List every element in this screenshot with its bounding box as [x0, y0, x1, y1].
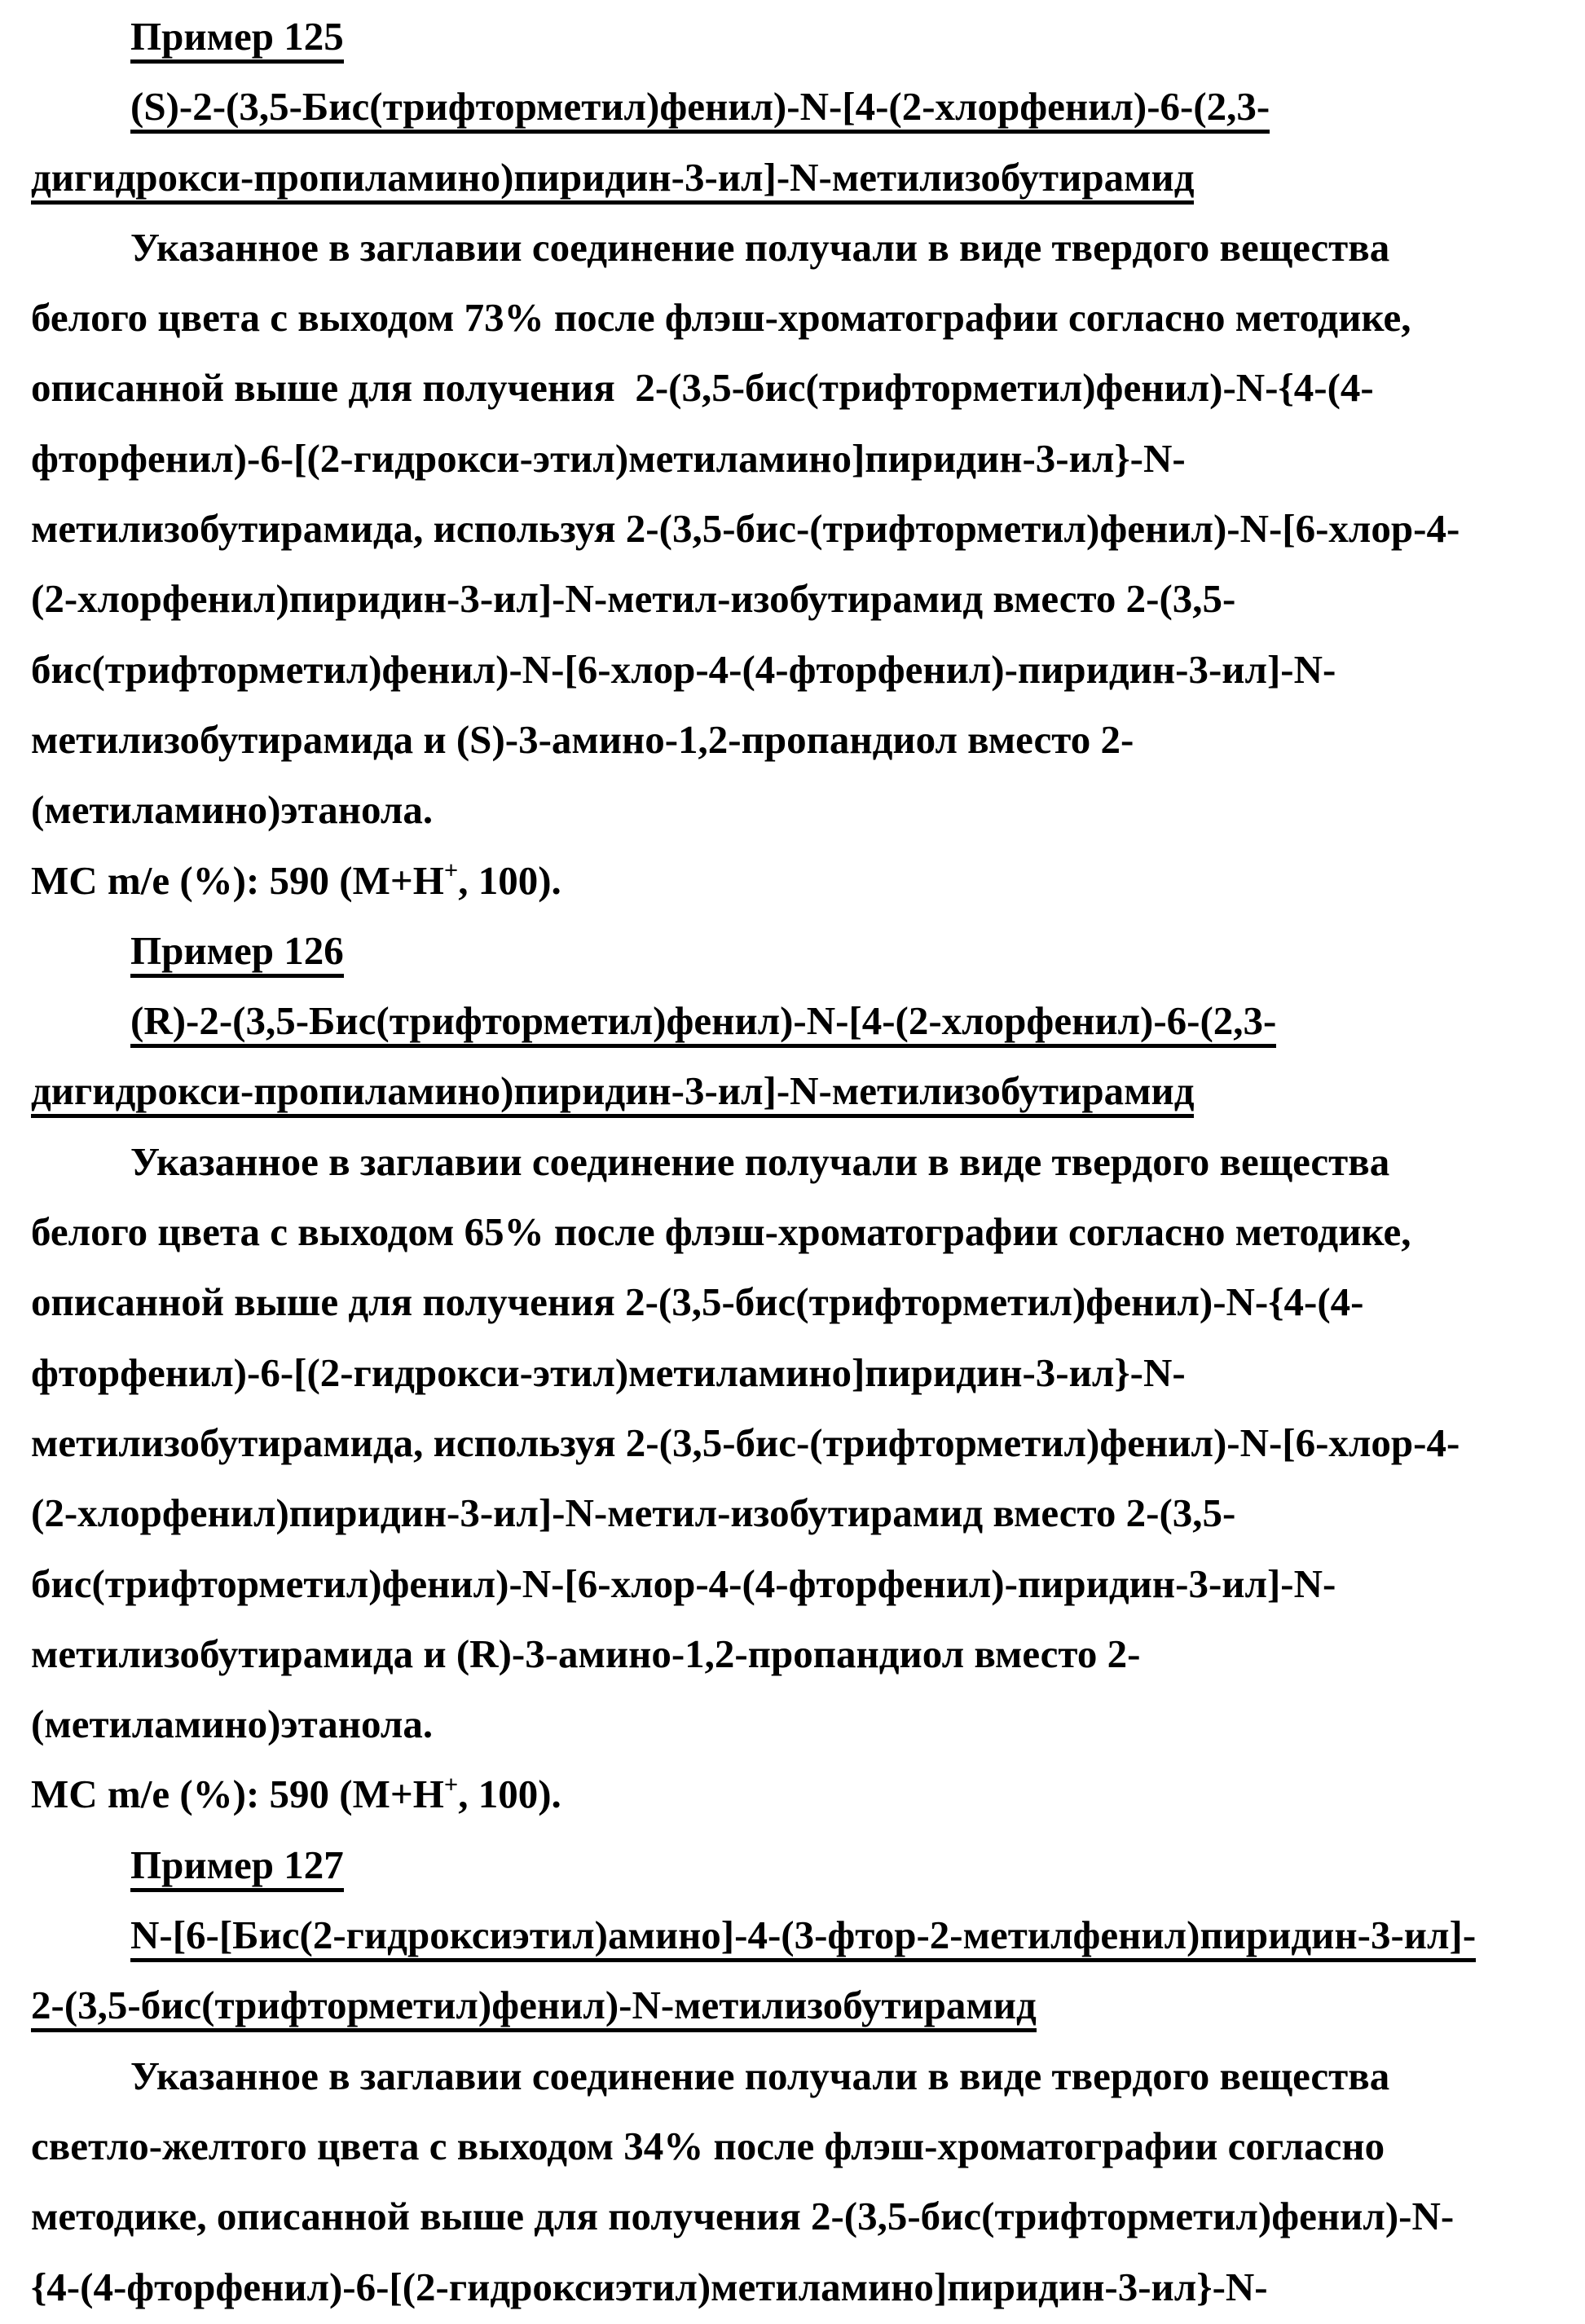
text-segment: (метиламино)этанола.: [31, 787, 434, 833]
text-segment: Указанное в заглавии соединение получали в виде твердого вещества: [130, 1138, 1390, 1184]
line-span: [31, 647, 1336, 692]
underline-span: [130, 84, 1270, 134]
text-segment: , 100).: [458, 1772, 561, 1817]
superscript-plus: +: [443, 856, 459, 885]
line-span: [31, 436, 1186, 481]
underline-span: [31, 1068, 1194, 1118]
underline-span: [130, 1842, 344, 1892]
text-segment: N-[6-[Бис(2-гидроксиэтил)амино]-4-(3-фтор-2-метилфенил)пиридин-3-ил]-: [130, 1912, 1477, 1958]
text-line: [31, 1619, 1561, 1689]
text-line: [31, 1549, 1561, 1619]
text-segment: (R)-2-(3,5-Бис(трифторметил)фенил)-N-[4-(2-хлорфенил)-6-(2,3-: [130, 998, 1277, 1044]
text-segment: Указанное в заглавии соединение получали в виде твердого вещества: [130, 224, 1390, 270]
text-line: [31, 494, 1561, 564]
text-segment: бис(трифторметил)фенил)-N-[6-хлор-4-(4-фторфенил)-пиридин-3-ил]-N-: [31, 1560, 1336, 1606]
line-span: [31, 1490, 1235, 1535]
text-segment: метилизобутирамида, используя 2-(3,5-бис-(трифторметил)фенил)-N-[6-хлор-4-: [31, 506, 1460, 552]
line-span: [31, 1279, 1364, 1324]
line-span: [31, 717, 1134, 762]
text-segment: методике, описанной выше для получения 2-(3,5-бис(трифторметил)фенил)-N-: [31, 2194, 1455, 2239]
text-line: [31, 2252, 1561, 2322]
text-segment: МС m/e (%): 590 (M+H: [31, 1772, 444, 1817]
text-segment: Пример 126: [130, 927, 344, 973]
line-span: [31, 858, 561, 903]
text-segment: (2-хлорфенил)пиридин-3-ил]-N-метил-изобутирамид вместо 2-(3,5-: [31, 576, 1236, 622]
text-segment: , 100).: [458, 857, 561, 903]
underline-span: [130, 1912, 1476, 1962]
line-span: [31, 506, 1460, 551]
text-segment: описанной выше для получения 2-(3,5-бис(трифторметил)фенил)-N-{4-(4-: [31, 1279, 1364, 1325]
text-segment: белого цвета с выходом 73% после флэш-хроматографии согласно методике,: [31, 295, 1411, 341]
superscript-plus: +: [443, 1771, 459, 1799]
text-line: [31, 635, 1561, 705]
text-segment: дигидрокси-пропиламино)пиридин-3-ил]-N-метилизобутирамид: [31, 1068, 1195, 1114]
line-span: [31, 576, 1235, 621]
underlined-text-line: [31, 986, 1561, 1056]
text-line: [31, 564, 1561, 634]
underlined-text-line: [31, 72, 1561, 142]
text-line: [31, 705, 1561, 775]
text-line: [31, 2181, 1561, 2251]
line-span: [31, 2194, 1454, 2238]
text-line: [31, 283, 1561, 353]
text-segment: {4-(4-фторфенил)-6-[(2-гидроксиэтил)метиламино]пиридин-3-ил}-N-: [31, 2264, 1268, 2309]
text-line: [31, 1338, 1561, 1408]
underlined-text-line: [31, 1900, 1561, 1970]
line-span: [130, 1139, 1389, 1184]
text-segment: светло-желтого цвета с выходом 34% после флэш-хроматографии согласно: [31, 2123, 1385, 2168]
text-segment: метилизобутирамида, используя 2-(3,5-бис-(трифторметил)фенил)-N-[6-хлор-4-: [31, 1419, 1460, 1465]
text-line: [31, 424, 1561, 494]
line-span: [31, 1772, 561, 1816]
text-line: [31, 775, 1561, 845]
line-span: [31, 1561, 1336, 1606]
underlined-text-line: [31, 916, 1561, 986]
line-span: [130, 225, 1389, 270]
underlined-text-line: [31, 1056, 1561, 1126]
text-line: [31, 1408, 1561, 1478]
line-span: [31, 787, 433, 832]
line-span: [130, 2053, 1389, 2098]
line-span: [31, 1631, 1140, 1676]
text-line: [31, 353, 1561, 423]
text-segment: Указанное в заглавии соединение получали в виде твердого вещества: [130, 2053, 1390, 2098]
underlined-text-line: [31, 1970, 1561, 2040]
text-line: [31, 1689, 1561, 1759]
underline-span: [130, 928, 344, 978]
text-segment: белого цвета с выходом 65% после флэш-хроматографии согласно методике,: [31, 1209, 1411, 1255]
line-span: [31, 365, 1374, 410]
text-line: [31, 846, 1561, 916]
text-line: [31, 1197, 1561, 1267]
text-segment: метилизобутирамида и (R)-3-амино-1,2-пропандиол вместо 2-: [31, 1631, 1141, 1676]
text-segment: 2-(3,5-бис(трифторметил)фенил)-N-метилизобутирамид: [31, 1983, 1037, 2028]
text-segment: (S)-2-(3,5-Бис(трифторметил)фенил)-N-[4-(2-хлорфенил)-6-(2,3-: [130, 84, 1270, 130]
text-segment: (2-хлорфенил)пиридин-3-ил]-N-метил-изобутирамид вместо 2-(3,5-: [31, 1490, 1236, 1536]
text-segment: (метиламино)этанола.: [31, 1701, 434, 1747]
underlined-text-line: [31, 143, 1561, 213]
text-segment: Пример 125: [130, 14, 344, 59]
text-segment: Пример 127: [130, 1842, 344, 1887]
underline-span: [31, 155, 1194, 205]
underline-span: [130, 998, 1276, 1048]
underline-span: [130, 14, 344, 64]
text-line: [31, 1478, 1561, 1548]
underlined-text-line: [31, 1830, 1561, 1900]
text-line: [31, 2111, 1561, 2181]
text-line: [31, 2041, 1561, 2111]
underline-span: [31, 1983, 1037, 2032]
line-span: [31, 1350, 1186, 1395]
text-line: [31, 1267, 1561, 1337]
text-segment: МС m/e (%): 590 (M+H: [31, 857, 444, 903]
text-line: [31, 213, 1561, 283]
line-span: [31, 1701, 433, 1746]
line-span: [31, 295, 1411, 340]
text-line: [31, 1759, 1561, 1829]
text-segment: дигидрокси-пропиламино)пиридин-3-ил]-N-метилизобутирамид: [31, 154, 1195, 200]
underlined-text-line: [31, 2, 1561, 72]
text-segment: метилизобутирамида и (S)-3-амино-1,2-пропандиол вместо 2-: [31, 716, 1134, 762]
text-segment: бис(трифторметил)фенил)-N-[6-хлор-4-(4-фторфенил)-пиридин-3-ил]-N-: [31, 646, 1336, 692]
text-segment: описанной выше для получения 2-(3,5-бис(трифторметил)фенил)-N-{4-(4-: [31, 365, 1374, 411]
text-line: [31, 1127, 1561, 1197]
line-span: [31, 2124, 1385, 2168]
text-segment: фторфенил)-6-[(2-гидрокси-этил)метиламино]пиридин-3-ил}-N-: [31, 435, 1186, 481]
line-span: [31, 1420, 1460, 1465]
line-span: [31, 1209, 1411, 1254]
text-segment: фторфенил)-6-[(2-гидрокси-этил)метиламино]пиридин-3-ил}-N-: [31, 1349, 1186, 1395]
line-span: [31, 2265, 1268, 2309]
